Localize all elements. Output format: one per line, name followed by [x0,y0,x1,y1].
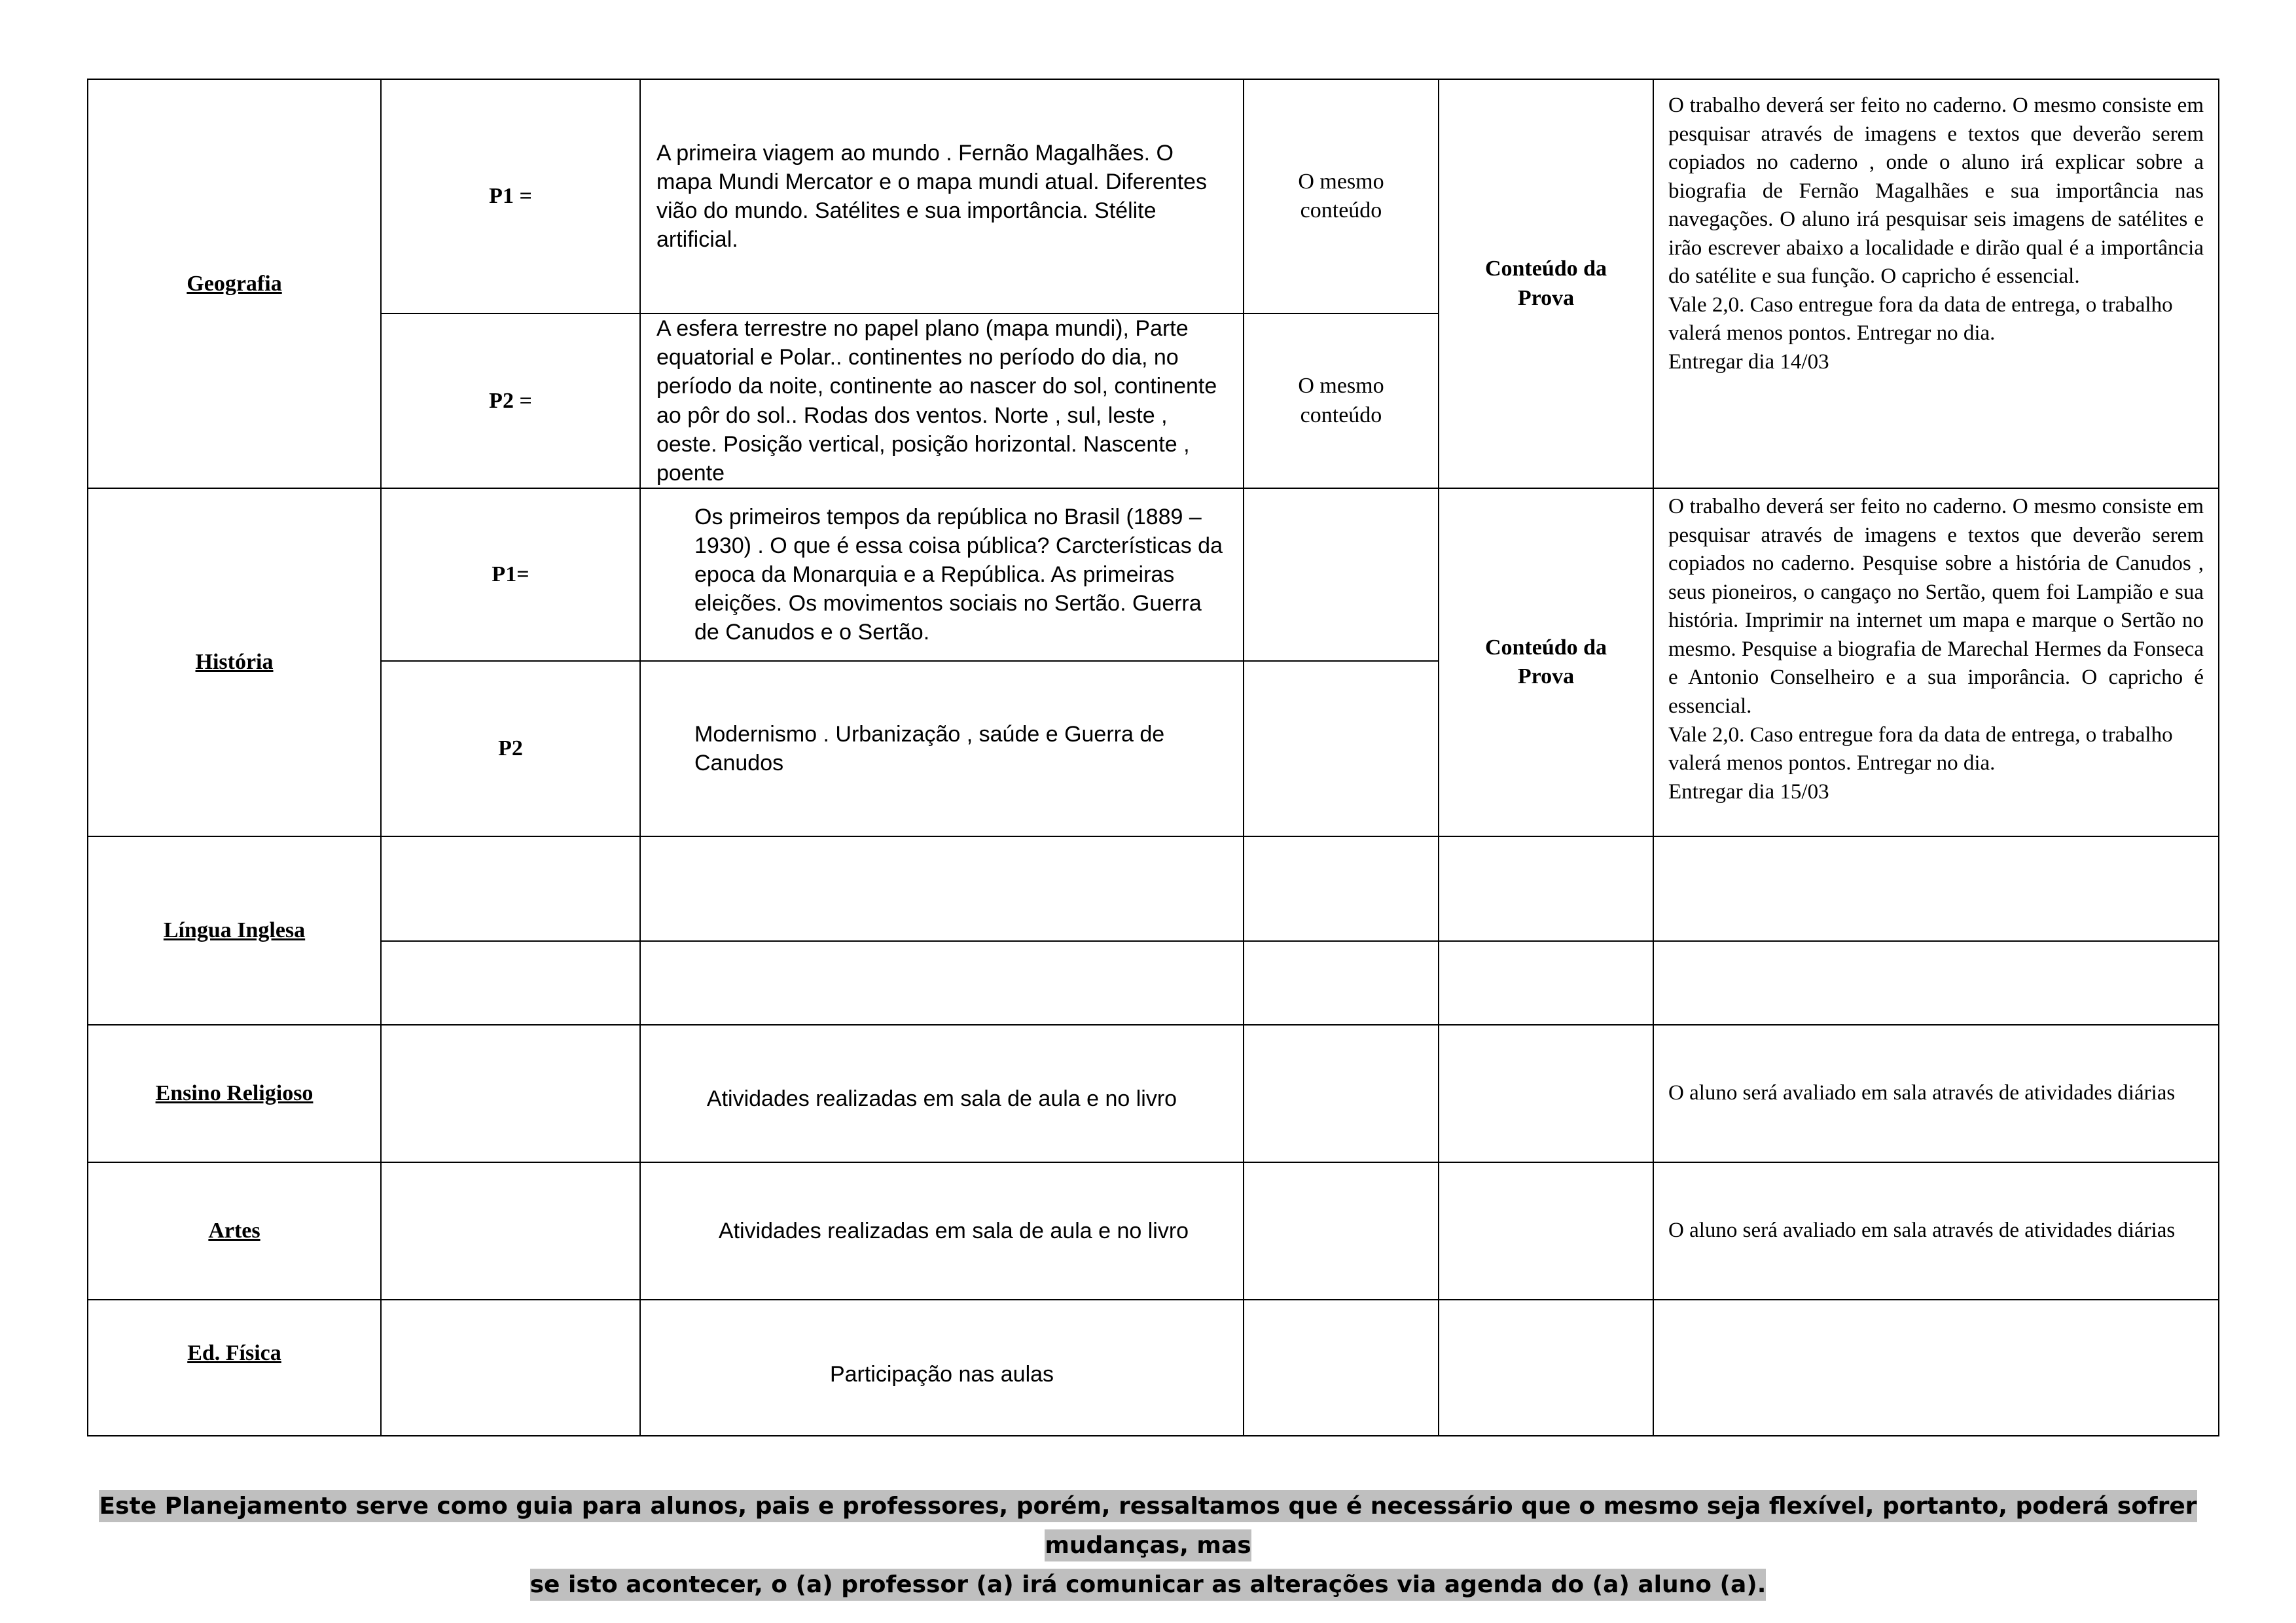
work-type: Conteúdo da Prova [1439,79,1653,488]
empty-cell [1244,1300,1439,1436]
empty-cell [1439,1162,1653,1300]
exam-content: Atividades realizadas em sala de aula e no livro [640,1025,1244,1162]
work-text: O aluno será avaliado em sala através de atividades diárias [1668,1081,2176,1105]
work-note: Vale 2,0. Caso entregue fora da data de entrega, o trabalho valerá menos pontos. Entregar no dia. Entregar dia 14/03 [1668,293,2173,374]
table-row [88,1162,2219,1300]
table-row [88,941,2219,1025]
empty-cell [381,1162,640,1300]
exam-content: Atividades realizadas em sala de aula e no livro [640,1162,1244,1300]
exam-label: P2 [381,661,640,836]
work-text: O trabalho deverá ser feito no caderno. O mesmo consiste em pesquisar através de imagens e textos que deverão serem copiados no caderno. Pesquise sobre a história de Canudos , seus pioneiros, o cangaço no Sertão, quem foi Lampião e sua história. Imprimir na internet um mapa e marque o Sertão no mesmo. Pesquise a biografia de Marechal Hermes da Fonseca e Antonio Conselheiro e a sua imporância. O capricho é essencial. [1668,495,2204,718]
empty-cell [1653,836,2219,941]
empty-cell [640,941,1244,1025]
footer-line-1: Este Planejamento serve como guia para alunos, pais e professores, porém, ressaltamos que é necessário que o mesmo seja flexível, portanto, poderá sofrer mudanças, mas [99,1490,2197,1561]
footer-note [65,1487,2231,1605]
exam-content: Modernismo . Urbanização , saúde e Guerra de Canudos [640,661,1244,836]
exam-content: Os primeiros tempos da república no Brasil (1889 – 1930) . O que é essa coisa pública? Carcterísticas da epoca da Monarquia e a República. As primeiras eleições. Os movimentos sociais no Sertão. Guerra de Canudos e o Sertão. [640,488,1244,661]
work-description [1653,1162,2219,1300]
work-description [1653,1025,2219,1162]
exam-label: P2 = [381,313,640,488]
empty-cell [1439,941,1653,1025]
exam-content: A esfera terrestre no papel plano (mapa mundi), Parte equatorial e Polar.. continentes no período do dia, no período da noite, continente ao nascer do sol, continente ao pôr do sol.. Rodas dos ventos. Norte , sul, leste , oeste. Posição vertical, posição horizontal. Nascente , poente [640,313,1244,488]
empty-cell [1439,1300,1653,1436]
empty-cell [1244,836,1439,941]
empty-cell [1439,836,1653,941]
empty-cell [381,836,640,941]
subject-ingles: Língua Inglesa [88,836,381,1025]
exam-label: P1= [381,488,640,661]
empty-cell [381,1300,640,1436]
exam-content: Participação nas aulas [640,1300,1244,1436]
footer-line-2: se isto acontecer, o (a) professor (a) irá comunicar as alterações via agenda do (a) aluno (a). [530,1569,1767,1601]
empty-cell [381,1025,640,1162]
work-text: O aluno será avaliado em sala através de atividades diárias [1668,1219,2176,1243]
recovery-content: O mesmo conteúdo [1244,313,1439,488]
subject-geografia: Geografia [88,79,381,488]
empty-cell [1244,1162,1439,1300]
table-row [88,1025,2219,1162]
subject-historia: História [88,488,381,836]
empty-cell [1244,661,1439,836]
empty-cell [1653,941,2219,1025]
empty-cell [640,836,1244,941]
subject-artes: Artes [88,1162,381,1300]
empty-cell [1244,488,1439,661]
empty-cell [1244,1025,1439,1162]
table-row [88,488,2219,661]
planning-table [87,79,2219,1436]
exam-content: A primeira viagem ao mundo . Fernão Magalhães. O mapa Mundi Mercator e o mapa mundi atual. Diferentes vião do mundo. Satélites e sua importância. Stélite artificial. [640,79,1244,313]
table-row [88,79,2219,313]
exam-label: P1 = [381,79,640,313]
empty-cell [1653,1300,2219,1436]
empty-cell [381,941,640,1025]
subject-religioso: Ensino Religioso [88,1025,381,1162]
table-row [88,836,2219,941]
work-text: O trabalho deverá ser feito no caderno. O mesmo consiste em pesquisar através de imagens e textos que deverão serem copiados no caderno , onde o aluno irá explicar sobre a biografia de Fernão Magalhães e sua importância nas navegações. O aluno irá pesquisar seis imagens de satélites e irão escrever abaixo a localidade e dirão qual é a importância do satélite e sua função. O capricho é essencial. [1668,94,2204,289]
recovery-content: O mesmo conteúdo [1244,79,1439,313]
empty-cell [1244,941,1439,1025]
work-description [1653,79,2219,488]
empty-cell [1439,1025,1653,1162]
work-description [1653,488,2219,836]
work-note: Vale 2,0. Caso entregue fora da data de entrega, o trabalho valerá menos pontos. Entregar no dia. Entregar dia 15/03 [1668,722,2173,804]
work-type: Conteúdo da Prova [1439,488,1653,836]
subject-fisica: Ed. Física [88,1300,381,1436]
table-row [88,1300,2219,1436]
